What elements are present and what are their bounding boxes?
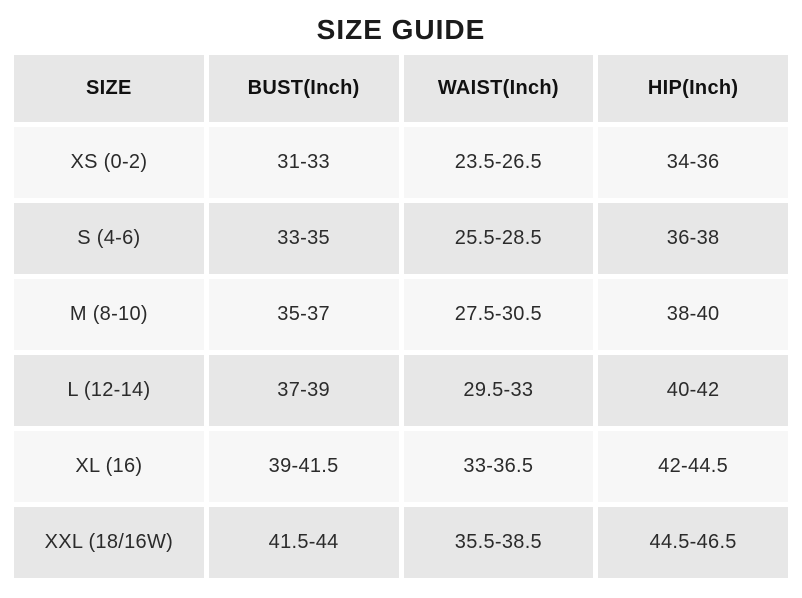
- cell-bust: 37-39: [209, 355, 399, 426]
- size-guide-table: [9, 50, 793, 583]
- cell-bust: 33-35: [209, 203, 399, 274]
- cell-bust: 39-41.5: [209, 431, 399, 502]
- cell-waist: 33-36.5: [404, 431, 594, 502]
- cell-hip: 36-38: [598, 203, 788, 274]
- cell-hip: 40-42: [598, 355, 788, 426]
- table-row: [14, 355, 788, 426]
- table-row: [14, 431, 788, 502]
- cell-size: XS (0-2): [14, 127, 204, 198]
- cell-size: S (4-6): [14, 203, 204, 274]
- cell-size: XXL (18/16W): [14, 507, 204, 578]
- cell-size: M (8-10): [14, 279, 204, 350]
- page-title: SIZE GUIDE: [316, 14, 486, 45]
- column-header-size: SIZE: [14, 55, 204, 122]
- cell-hip: 38-40: [598, 279, 788, 350]
- table-row: [14, 279, 788, 350]
- cell-waist: 27.5-30.5: [404, 279, 594, 350]
- table-row: [14, 203, 788, 274]
- cell-waist: 35.5-38.5: [404, 507, 594, 578]
- table-row: [14, 507, 788, 578]
- cell-hip: 34-36: [598, 127, 788, 198]
- cell-waist: 25.5-28.5: [404, 203, 594, 274]
- cell-waist: 23.5-26.5: [404, 127, 594, 198]
- cell-size: XL (16): [14, 431, 204, 502]
- column-header-hip: HIP(Inch): [598, 55, 788, 122]
- column-header-waist: WAIST(Inch): [404, 55, 594, 122]
- column-header-bust: BUST(Inch): [209, 55, 399, 122]
- cell-hip: 44.5-46.5: [598, 507, 788, 578]
- cell-waist: 29.5-33: [404, 355, 594, 426]
- table-header-row: [14, 55, 788, 122]
- cell-bust: 31-33: [209, 127, 399, 198]
- cell-size: L (12-14): [14, 355, 204, 426]
- table-row: [14, 127, 788, 198]
- cell-hip: 42-44.5: [598, 431, 788, 502]
- cell-bust: 41.5-44: [209, 507, 399, 578]
- cell-bust: 35-37: [209, 279, 399, 350]
